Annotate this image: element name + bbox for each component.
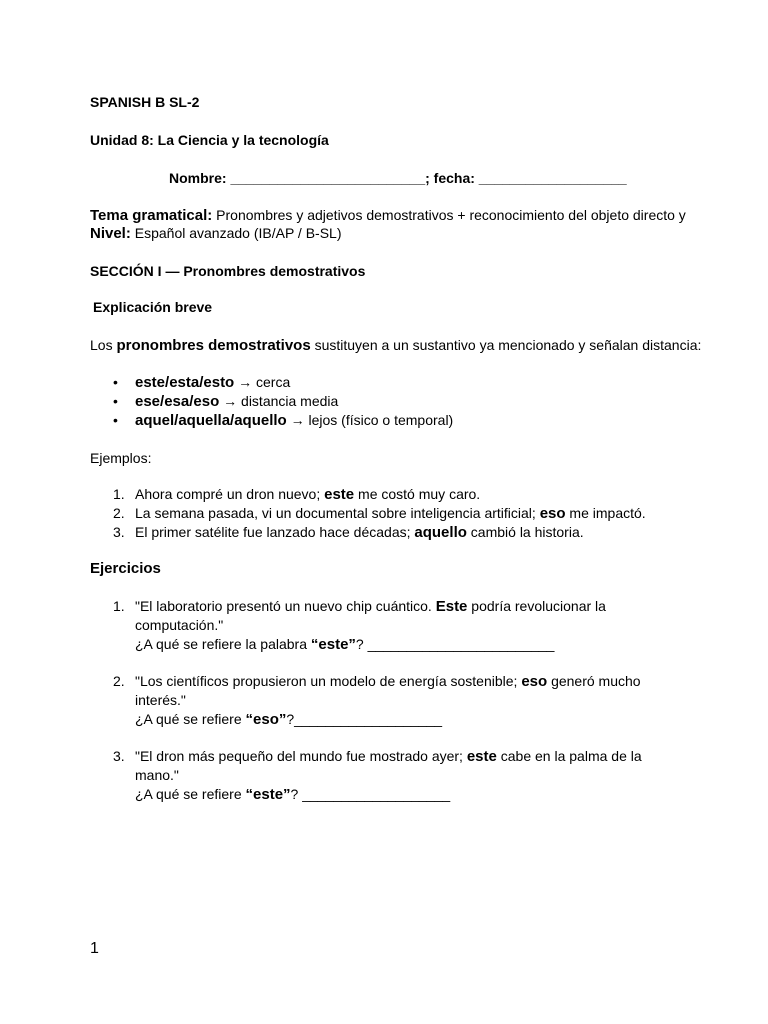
bullet-desc: → lejos (físico o temporal) (286, 412, 454, 428)
question-bold: “eso” (245, 711, 287, 728)
example-number: 2. (113, 505, 125, 521)
exercise-post: cabe en la palma de la mano." (135, 748, 642, 783)
bullet-desc: → distancia media (219, 393, 339, 409)
tema-label: Tema gramatical: (90, 207, 213, 224)
question-pre: ¿A qué se refiere (135, 786, 246, 802)
example-pre: La semana pasada, vi un documental sobre inteligencia artificial; (135, 505, 540, 521)
exercise-number: 3. (113, 748, 125, 764)
bullet-desc: → cerca (234, 374, 291, 390)
course-title: SPANISH B SL-2 (90, 94, 200, 110)
intro-bold: pronombres demostrativos (116, 337, 311, 354)
intro-post: sustituyen a un sustantivo ya mencionado y señalan distancia: (310, 337, 702, 353)
bullet-icon: • (113, 393, 118, 409)
tema-line (90, 206, 686, 225)
exercise-pre: "El dron más pequeño del mundo fue mostrado ayer; (135, 748, 467, 764)
exercise-bold: este (466, 748, 497, 765)
bullet-term: ese/esa/eso (135, 393, 220, 410)
exercise-bold: eso (521, 673, 548, 690)
exercise-pre: "Los científicos propusieron un modelo de energía sostenible; (135, 673, 522, 689)
intro-pre: Los (90, 337, 117, 353)
tema-text: Pronombres y adjetivos demostrativos + reconocimiento del objeto directo y (212, 207, 686, 223)
answer-blank[interactable]: ?___________________ (286, 711, 443, 727)
example-post: cambió la historia. (466, 524, 584, 540)
bullet-term: este/esta/esto (135, 374, 235, 391)
question-pre: ¿A qué se refiere la palabra (135, 636, 311, 652)
bullet-icon: • (113, 374, 118, 390)
example-post: me impactó. (565, 505, 646, 521)
example-bold: aquello (414, 524, 467, 541)
example-bold: este (324, 486, 355, 503)
bullet-icon: • (113, 412, 118, 428)
ejemplos-label: Ejemplos: (90, 450, 152, 466)
exercise-post: podría revolucionar la computación." (135, 598, 606, 633)
example-post: me costó muy caro. (354, 486, 481, 502)
answer-blank[interactable]: ? ________________________ (355, 636, 555, 652)
nivel-label: Nivel: (90, 225, 131, 242)
example-pre: Ahora compré un dron nuevo; (135, 486, 325, 502)
question-bold: “este” (310, 636, 356, 653)
nivel-text: Español avanzado (IB/AP / B-SL) (130, 225, 342, 241)
example-number: 1. (113, 486, 125, 502)
exercise-pre: "El laboratorio presentó un nuevo chip cuántico. (135, 598, 436, 614)
example-number: 3. (113, 524, 125, 540)
answer-blank[interactable]: ? ___________________ (290, 786, 451, 802)
nivel-line (90, 224, 342, 243)
ejercicios-title: Ejercicios (90, 560, 161, 577)
unit-title: Unidad 8: La Ciencia y la tecnología (90, 132, 329, 148)
intro-paragraph (90, 336, 701, 355)
example-pre: El primer satélite fue lanzado hace décadas; (135, 524, 415, 540)
explicacion-title: Explicación breve (93, 299, 213, 315)
question-bold: “este” (245, 786, 291, 803)
exercise-number: 2. (113, 673, 125, 689)
question-pre: ¿A qué se refiere (135, 711, 246, 727)
bullet-term: aquel/aquella/aquello (135, 412, 287, 429)
name-date-line: Nombre: _________________________; fecha: ___________________ (169, 170, 627, 186)
exercise-bold: Este (435, 598, 468, 615)
section-title: SECCIÓN I — Pronombres demostrativos (90, 263, 366, 279)
page-number: 1 (90, 940, 99, 957)
exercise-number: 1. (113, 598, 125, 614)
exercise-post: generó mucho interés." (135, 673, 641, 708)
example-bold: eso (539, 505, 566, 522)
